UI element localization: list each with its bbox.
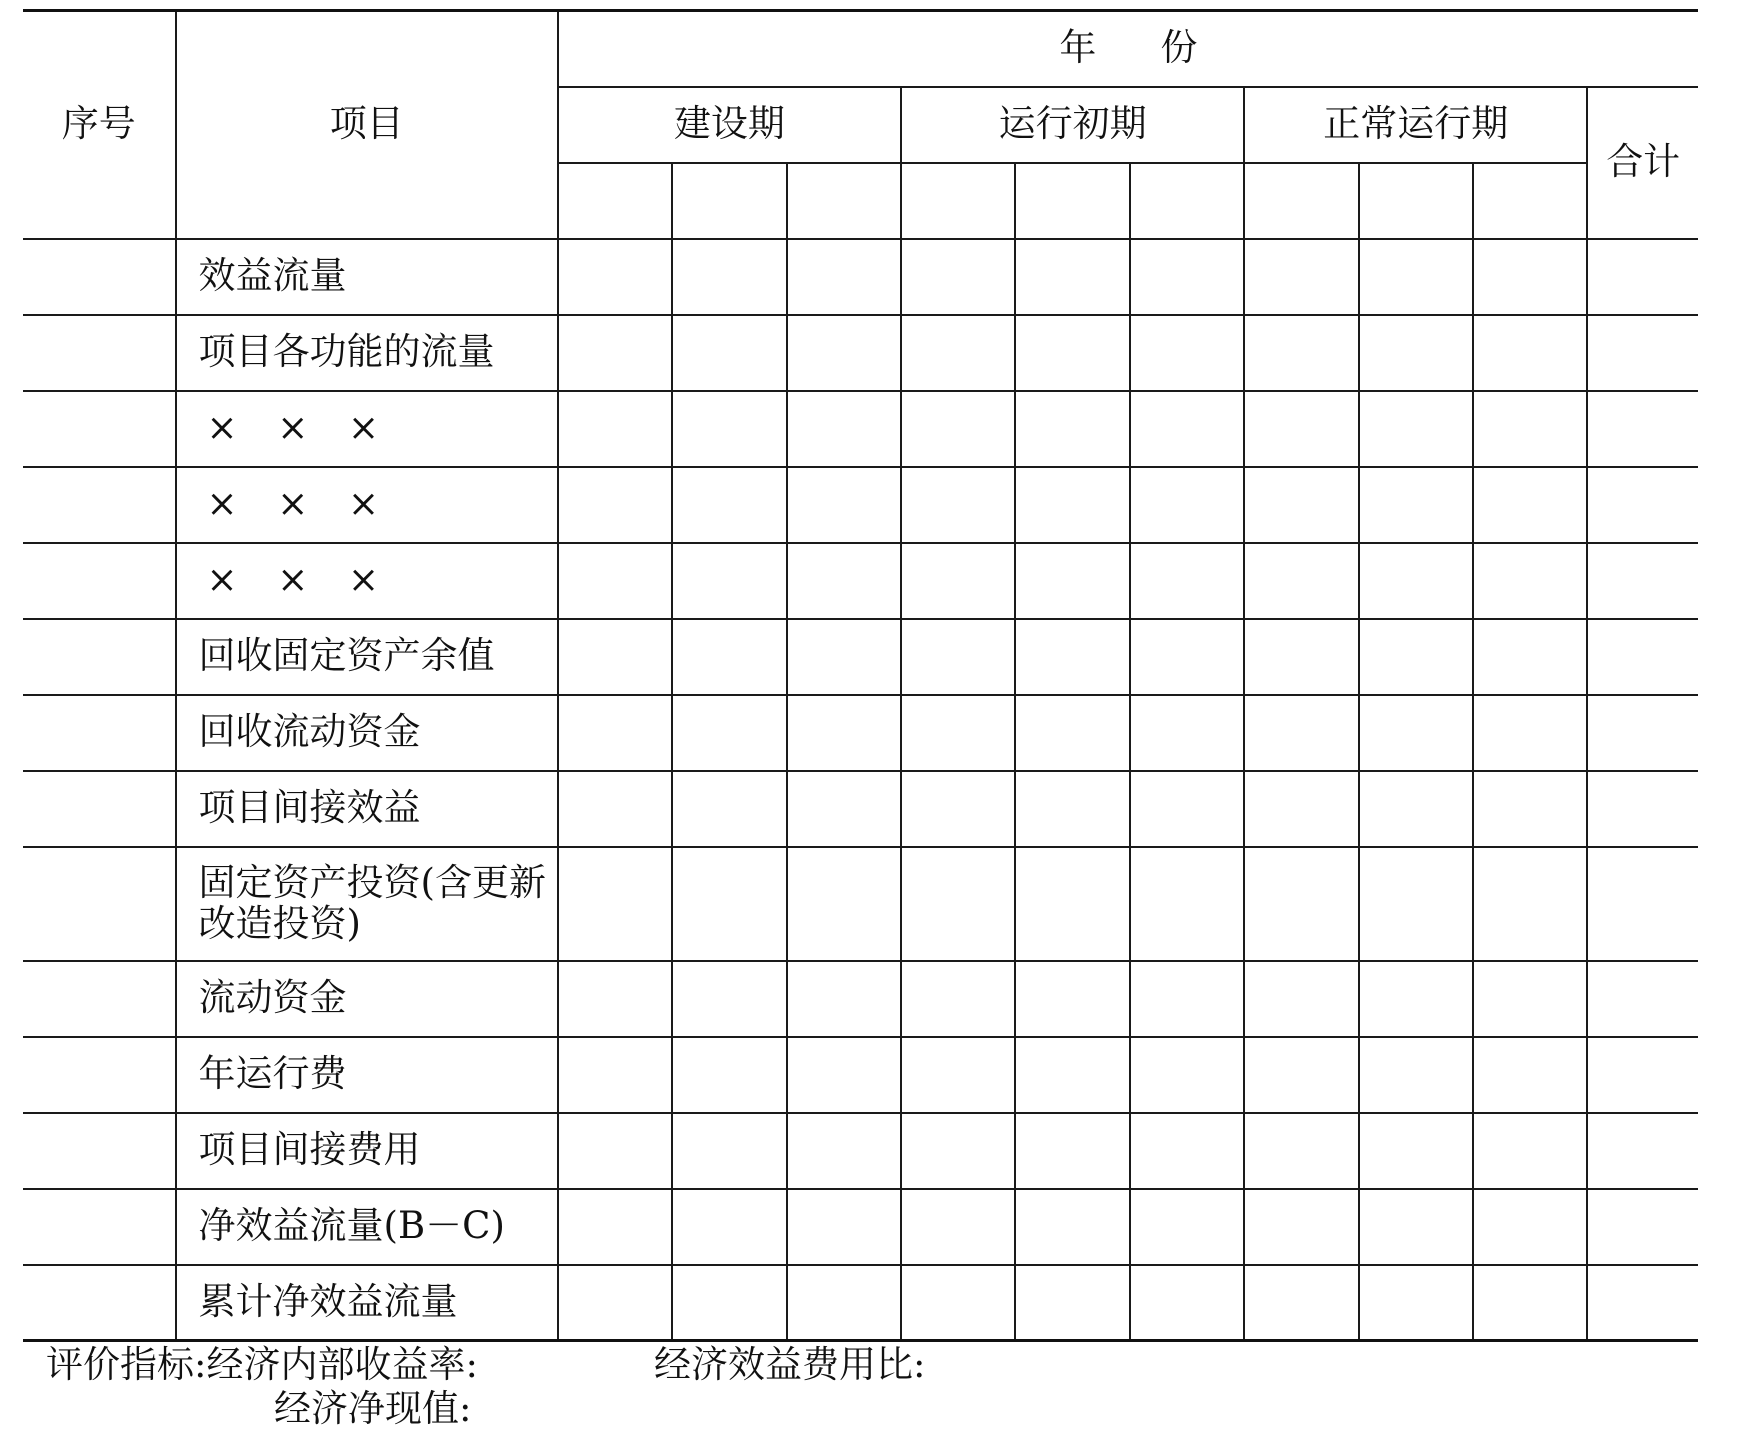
value-cell: [901, 1189, 1015, 1265]
year-cell: [672, 163, 786, 239]
value-cell: [1359, 239, 1473, 315]
value-cell: [1359, 771, 1473, 847]
value-cell: [1244, 847, 1358, 961]
value-cell: [558, 391, 672, 467]
total-cell: [1587, 543, 1698, 619]
indicator-eirr: 经济内部收益率:: [206, 1343, 478, 1386]
total-cell: [1587, 315, 1698, 391]
value-cell: [1130, 619, 1244, 695]
value-cell: [1015, 1265, 1129, 1341]
header-year-label: 年份: [1059, 26, 1262, 70]
placeholder-item: × × ×: [206, 558, 394, 602]
total-cell: [1587, 1113, 1698, 1189]
value-cell: [558, 1113, 672, 1189]
table-row: [23, 847, 1698, 961]
value-cell: [787, 771, 901, 847]
table-row: [23, 961, 1698, 1037]
total-cell: [1587, 695, 1698, 771]
value-cell: [672, 961, 786, 1037]
value-cell: [558, 695, 672, 771]
total-cell: [1587, 1265, 1698, 1341]
value-cell: [1244, 239, 1358, 315]
indicator-line-1: [46, 1343, 926, 1387]
value-cell: [558, 1189, 672, 1265]
value-cell: [1015, 315, 1129, 391]
value-cell: [1130, 771, 1244, 847]
value-cell: [672, 239, 786, 315]
value-cell: [1473, 961, 1587, 1037]
value-cell: [1359, 543, 1473, 619]
value-cell: [1130, 1265, 1244, 1341]
value-cell: [787, 961, 901, 1037]
table-row: [23, 619, 1698, 695]
value-cell: [672, 847, 786, 961]
year-cell: [1359, 163, 1473, 239]
value-cell: [787, 619, 901, 695]
value-cell: [1244, 1265, 1358, 1341]
row-seq: [23, 771, 176, 847]
value-cell: [901, 239, 1015, 315]
value-cell: [1473, 695, 1587, 771]
value-cell: [1130, 1189, 1244, 1265]
value-cell: [1473, 315, 1587, 391]
value-cell: [1015, 239, 1129, 315]
value-cell: [787, 847, 901, 961]
value-cell: [1244, 695, 1358, 771]
value-cell: [1473, 239, 1587, 315]
value-cell: [901, 543, 1015, 619]
placeholder-item: × × ×: [206, 482, 394, 526]
header-year: [558, 11, 1698, 87]
value-cell: [1473, 543, 1587, 619]
year-cell: [901, 163, 1015, 239]
year-cell: [558, 163, 672, 239]
value-cell: [787, 467, 901, 543]
row-item: 效益流量: [176, 239, 558, 315]
value-cell: [1473, 1037, 1587, 1113]
value-cell: [1359, 391, 1473, 467]
row-item: 项目各功能的流量: [176, 315, 558, 391]
header-period-normal-operation: 正常运行期: [1244, 87, 1587, 163]
table-row: [23, 1265, 1698, 1341]
value-cell: [787, 1265, 901, 1341]
value-cell: [558, 543, 672, 619]
value-cell: [558, 619, 672, 695]
row-seq: [23, 847, 176, 961]
year-cell: [1473, 163, 1587, 239]
row-seq: [23, 1189, 176, 1265]
value-cell: [787, 391, 901, 467]
value-cell: [1359, 695, 1473, 771]
value-cell: [901, 695, 1015, 771]
indicator-enpv: 经济净现值:: [274, 1387, 472, 1430]
value-cell: [1015, 1037, 1129, 1113]
value-cell: [1130, 695, 1244, 771]
row-item: 项目间接效益: [176, 771, 558, 847]
placeholder-item: × × ×: [206, 406, 394, 450]
row-item: 项目间接费用: [176, 1113, 558, 1189]
value-cell: [1130, 315, 1244, 391]
row-item: 年运行费: [176, 1037, 558, 1113]
value-cell: [672, 1037, 786, 1113]
year-cell: [1015, 163, 1129, 239]
header-row-year: [23, 11, 1698, 87]
value-cell: [1130, 239, 1244, 315]
value-cell: [558, 1037, 672, 1113]
value-cell: [1359, 619, 1473, 695]
value-cell: [672, 467, 786, 543]
value-cell: [672, 771, 786, 847]
value-cell: [1130, 391, 1244, 467]
value-cell: [1015, 771, 1129, 847]
value-cell: [787, 1113, 901, 1189]
row-seq: [23, 961, 176, 1037]
indicator-prefix: 评价指标:: [46, 1343, 207, 1386]
value-cell: [901, 961, 1015, 1037]
value-cell: [1015, 467, 1129, 543]
table-row: [23, 1037, 1698, 1113]
row-seq: [23, 315, 176, 391]
value-cell: [1473, 467, 1587, 543]
value-cell: [901, 619, 1015, 695]
table-row: [23, 391, 1698, 467]
value-cell: [1244, 467, 1358, 543]
value-cell: [1473, 619, 1587, 695]
value-cell: [1244, 391, 1358, 467]
value-cell: [1359, 1189, 1473, 1265]
evaluation-indicators: [46, 1343, 926, 1431]
indicator-ebcr: 经济效益费用比:: [654, 1343, 926, 1386]
header-item: 项目: [176, 11, 558, 239]
table-row: [23, 239, 1698, 315]
value-cell: [1130, 467, 1244, 543]
value-cell: [1015, 961, 1129, 1037]
value-cell: [1359, 467, 1473, 543]
value-cell: [1359, 847, 1473, 961]
value-cell: [901, 1037, 1015, 1113]
value-cell: [558, 771, 672, 847]
value-cell: [1473, 771, 1587, 847]
header-period-construction: 建设期: [558, 87, 901, 163]
value-cell: [1015, 391, 1129, 467]
row-seq: [23, 391, 176, 467]
value-cell: [672, 1189, 786, 1265]
total-cell: [1587, 1037, 1698, 1113]
table-row: [23, 467, 1698, 543]
total-cell: [1587, 1189, 1698, 1265]
value-cell: [1244, 961, 1358, 1037]
row-item: 固定资产投资(含更新改造投资): [176, 847, 558, 961]
year-cell: [1130, 163, 1244, 239]
value-cell: [1359, 1037, 1473, 1113]
value-cell: [558, 239, 672, 315]
value-cell: [1359, 1113, 1473, 1189]
value-cell: [1015, 1189, 1129, 1265]
value-cell: [672, 391, 786, 467]
value-cell: [672, 619, 786, 695]
row-seq: [23, 695, 176, 771]
value-cell: [901, 1265, 1015, 1341]
value-cell: [787, 239, 901, 315]
table-row: [23, 1189, 1698, 1265]
value-cell: [787, 1189, 901, 1265]
value-cell: [1130, 847, 1244, 961]
row-item: 回收流动资金: [176, 695, 558, 771]
row-item: 累计净效益流量: [176, 1265, 558, 1341]
row-item: [176, 467, 558, 543]
table-row: [23, 771, 1698, 847]
value-cell: [1244, 771, 1358, 847]
year-cell: [787, 163, 901, 239]
total-cell: [1587, 961, 1698, 1037]
value-cell: [672, 1113, 786, 1189]
row-item: [176, 543, 558, 619]
value-cell: [672, 695, 786, 771]
value-cell: [1244, 315, 1358, 391]
value-cell: [901, 467, 1015, 543]
value-cell: [787, 315, 901, 391]
value-cell: [787, 1037, 901, 1113]
total-cell: [1587, 771, 1698, 847]
value-cell: [1244, 619, 1358, 695]
value-cell: [1015, 619, 1129, 695]
value-cell: [1244, 1113, 1358, 1189]
value-cell: [1130, 1037, 1244, 1113]
value-cell: [1015, 847, 1129, 961]
value-cell: [1473, 1189, 1587, 1265]
value-cell: [672, 543, 786, 619]
row-seq: [23, 619, 176, 695]
value-cell: [901, 771, 1015, 847]
value-cell: [1473, 1265, 1587, 1341]
value-cell: [1244, 543, 1358, 619]
value-cell: [1359, 315, 1473, 391]
value-cell: [1359, 1265, 1473, 1341]
row-item: [176, 391, 558, 467]
value-cell: [901, 847, 1015, 961]
row-item: 流动资金: [176, 961, 558, 1037]
row-seq: [23, 1113, 176, 1189]
value-cell: [1244, 1037, 1358, 1113]
indicator-line-2: [46, 1387, 478, 1431]
header-seq: 序号: [23, 11, 176, 239]
value-cell: [901, 1113, 1015, 1189]
value-cell: [787, 543, 901, 619]
total-cell: [1587, 847, 1698, 961]
value-cell: [558, 847, 672, 961]
header-total: 合计: [1587, 87, 1698, 239]
value-cell: [901, 315, 1015, 391]
value-cell: [558, 315, 672, 391]
value-cell: [558, 467, 672, 543]
table-row: [23, 315, 1698, 391]
value-cell: [1473, 847, 1587, 961]
row-seq: [23, 543, 176, 619]
value-cell: [1130, 1113, 1244, 1189]
value-cell: [1130, 543, 1244, 619]
year-cell: [1244, 163, 1358, 239]
value-cell: [1359, 961, 1473, 1037]
row-item: 净效益流量(B－C): [176, 1189, 558, 1265]
row-seq: [23, 239, 176, 315]
value-cell: [1015, 695, 1129, 771]
total-cell: [1587, 467, 1698, 543]
row-seq: [23, 1265, 176, 1341]
total-cell: [1587, 239, 1698, 315]
value-cell: [901, 391, 1015, 467]
row-seq: [23, 1037, 176, 1113]
value-cell: [1015, 1113, 1129, 1189]
row-item: 回收固定资产余值: [176, 619, 558, 695]
value-cell: [672, 1265, 786, 1341]
economic-benefit-cost-flow-table: [23, 9, 1698, 1342]
table-row: [23, 695, 1698, 771]
value-cell: [1244, 1189, 1358, 1265]
value-cell: [1473, 391, 1587, 467]
total-cell: [1587, 391, 1698, 467]
row-seq: [23, 467, 176, 543]
value-cell: [1473, 1113, 1587, 1189]
value-cell: [558, 1265, 672, 1341]
value-cell: [1130, 961, 1244, 1037]
total-cell: [1587, 619, 1698, 695]
table-row: [23, 543, 1698, 619]
value-cell: [1015, 543, 1129, 619]
value-cell: [558, 961, 672, 1037]
value-cell: [672, 315, 786, 391]
header-period-initial-operation: 运行初期: [901, 87, 1244, 163]
value-cell: [787, 695, 901, 771]
table-row: [23, 1113, 1698, 1189]
